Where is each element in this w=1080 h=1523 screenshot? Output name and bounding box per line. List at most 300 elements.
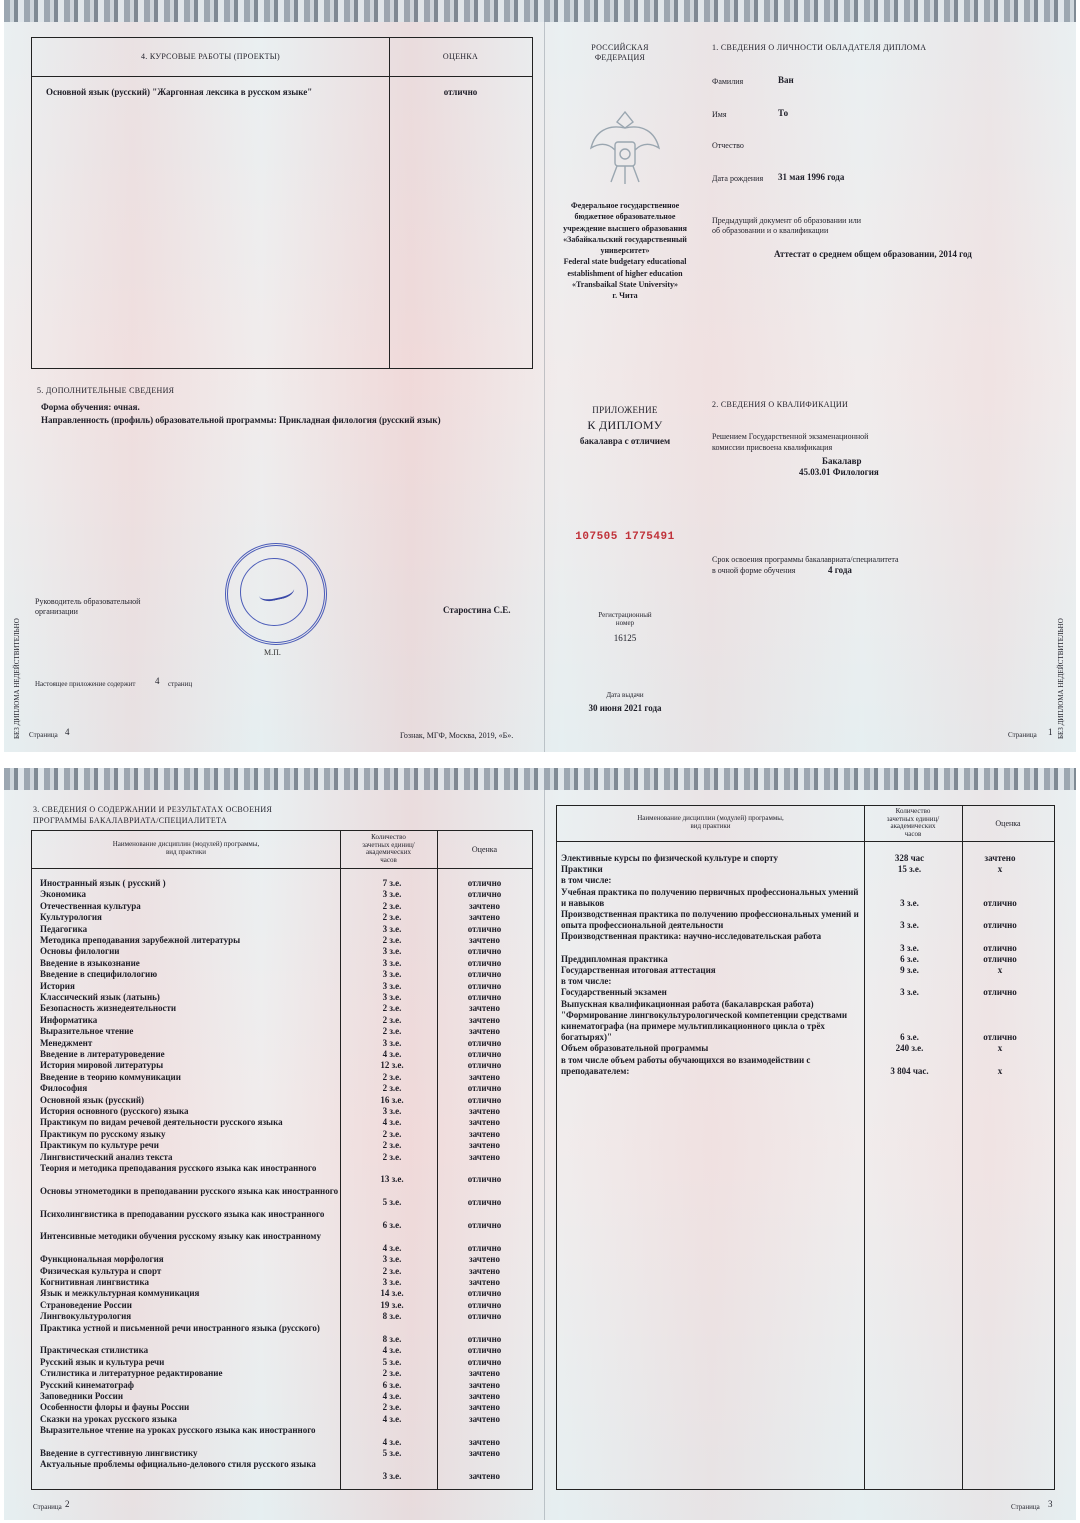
- discipline-name: Русский кинематограф: [40, 1379, 135, 1390]
- discipline-credits: 4 з.е.: [382, 1117, 402, 1128]
- table-row: [32, 1095, 532, 1106]
- discipline-credits: 2 з.е.: [382, 1265, 402, 1276]
- discipline-name: Теория и методика преподавания русского языка как иностранного: [40, 1163, 317, 1173]
- table-row: [32, 1323, 532, 1346]
- discipline-grade: отлично: [467, 1049, 502, 1059]
- discipline-grade: x: [997, 864, 1003, 875]
- table-row: [32, 1357, 532, 1368]
- discipline-grade: отлично: [467, 878, 502, 888]
- col-credits-header-line: академических: [890, 822, 936, 830]
- table-row: [32, 1380, 532, 1391]
- discipline-name: Когнитивная лингвистика: [40, 1277, 150, 1287]
- discipline-credits: 3 з.е.: [382, 889, 402, 900]
- discipline-name: Особенности флоры и фауны России: [40, 1402, 190, 1413]
- dob-label: Дата рождения: [712, 174, 764, 183]
- discipline-name: Выразительное чтение на уроках русского языка как иностранного: [40, 1425, 316, 1436]
- discipline-name: Основы этнометодики в преподавании русского языка как иностранного: [40, 1185, 339, 1196]
- discipline-credits: 4 з.е.: [382, 1413, 402, 1424]
- discipline-grade: зачтено: [469, 1003, 500, 1014]
- table-row: [32, 1425, 532, 1448]
- discipline-credits: 2 з.е.: [382, 935, 402, 945]
- discipline-credits: 6 з.е.: [900, 953, 919, 964]
- table-row: [557, 853, 1054, 864]
- page-1: [545, 0, 1076, 752]
- discipline-credits: 2 з.е.: [382, 1402, 402, 1413]
- table-row: [32, 1117, 532, 1128]
- discipline-name: Государственная итоговая аттестация: [561, 965, 716, 975]
- discipline-name: История мировой литературы: [40, 1060, 164, 1071]
- prev-doc-label-1: Предыдущий документ об образовании или: [712, 216, 862, 225]
- discipline-name: Практикум по русскому языку: [40, 1128, 166, 1139]
- discipline-name: Практики: [561, 864, 603, 875]
- discipline-name: Учебная практика по получению первичных профессиональных умений и навыков: [561, 886, 859, 908]
- discipline-credits: 2 з.е.: [382, 1083, 402, 1094]
- discipline-credits: 5 з.е.: [382, 1197, 402, 1208]
- discipline-name: Классический язык (латынь): [40, 992, 160, 1002]
- col-credits-header: [864, 808, 962, 838]
- discipline-name: Выпускная квалификационная работа (бакалаврская работа) "Формирование лингвокультурологической компетенции средствами кинематографа (на примере мультипликационного цикла о трёх богатырях)": [561, 998, 848, 1043]
- discipline-name: Объем образовательной программы: [561, 1043, 709, 1054]
- discipline-credits: 15 з.е.: [897, 864, 922, 875]
- discipline-name: Введение в суггестивную лингвистику: [40, 1448, 198, 1458]
- discipline-name: Основной язык (русский): [40, 1094, 145, 1105]
- table-row: [32, 1231, 532, 1254]
- disciplines-table: [31, 830, 533, 1490]
- surname: Ван: [778, 75, 794, 85]
- discipline-credits: 2 з.е.: [382, 1368, 402, 1379]
- table-row: [32, 1072, 532, 1083]
- surname-label: Фамилия: [712, 77, 744, 86]
- discipline-grade: отлично: [983, 897, 1017, 908]
- discipline-grade: зачтено: [469, 1391, 500, 1401]
- discipline-grade: отлично: [467, 980, 502, 991]
- table-row: [557, 864, 1054, 875]
- discipline-name: Преддипломная практика: [561, 953, 668, 964]
- discipline-credits: 4 з.е.: [382, 1345, 402, 1356]
- discipline-credits: 3 з.е.: [382, 1254, 402, 1265]
- discipline-grade: отлично: [467, 1345, 502, 1356]
- contains-label: Настоящее приложение содержит: [35, 680, 136, 688]
- col-credits-header: [340, 834, 437, 864]
- col-credits-header-line: Количество: [371, 833, 406, 841]
- patronymic-label: Отчество: [712, 141, 744, 150]
- table-row: [32, 1288, 532, 1299]
- table-row: [557, 965, 1054, 976]
- table-row: [557, 954, 1054, 965]
- page-label: Страница: [1008, 731, 1037, 739]
- discipline-grade: отлично: [983, 953, 1017, 964]
- page-number: 1: [1048, 727, 1053, 737]
- table-row: [557, 875, 1054, 886]
- col-name-header-line: вид практики: [690, 822, 731, 830]
- discipline-grade: зачтено: [469, 1014, 500, 1025]
- table-row: [32, 1026, 532, 1037]
- discipline-grade: зачтено: [469, 1368, 500, 1379]
- institution-line: Federal state budgetary educational: [563, 257, 687, 267]
- country-line-1: РОССИЙСКАЯ: [591, 43, 649, 52]
- program-direction: Направленность (профиль) образовательной программы: Прикладная филология (русский язык): [41, 415, 441, 425]
- discipline-grade: x: [997, 1065, 1003, 1076]
- table-row: [32, 1300, 532, 1311]
- discipline-credits: 3 з.е.: [900, 987, 919, 998]
- table-row: [32, 1083, 532, 1094]
- contains-count: 4: [155, 676, 160, 686]
- col-credits-header-line: Количество: [895, 807, 931, 815]
- term-label-2: в очной форме обучения: [712, 566, 796, 575]
- table-row: [32, 912, 532, 923]
- page-number: 4: [65, 727, 70, 737]
- grade-header: ОЦЕНКА: [442, 52, 479, 61]
- discipline-credits: 6 з.е.: [900, 1032, 919, 1043]
- col-name-header-line: Наименование дисциплин (модулей) программы,: [637, 814, 784, 822]
- page-label: Страница: [33, 1503, 62, 1511]
- discipline-credits: 2 з.е.: [382, 1071, 402, 1082]
- col-grade-header: Оценка: [471, 845, 498, 854]
- discipline-name: Философия: [40, 1083, 88, 1094]
- discipline-name: Введение в специфилологию: [40, 969, 158, 980]
- discipline-credits: 3 з.е.: [382, 1277, 402, 1287]
- discipline-grade: отлично: [467, 1242, 502, 1253]
- reg-label-2: номер: [615, 619, 635, 627]
- table-row: [32, 1345, 532, 1356]
- table-row: [32, 1003, 532, 1014]
- table-row: [32, 1459, 532, 1482]
- discipline-name: Менеджмент: [40, 1037, 93, 1048]
- discipline-name: Сказки на уроках русского языка: [40, 1413, 177, 1424]
- discipline-name: Элективные курсы по физической культуре и спорту: [561, 853, 778, 863]
- discipline-credits: 6 з.е.: [382, 1379, 402, 1390]
- discipline-grade: отлично: [983, 1032, 1017, 1043]
- discipline-grade: отлично: [467, 1311, 502, 1322]
- discipline-grade: отлично: [983, 987, 1017, 998]
- discipline-credits: 4 з.е.: [382, 1391, 402, 1401]
- discipline-credits: 7 з.е.: [382, 878, 402, 888]
- discipline-credits: 4 з.е.: [382, 1436, 402, 1447]
- discipline-name: Заповедники России: [40, 1391, 124, 1401]
- coat-of-arms-icon: [587, 102, 663, 188]
- side-note: БЕЗ ДИПЛОМА НЕДЕЙСТВИТЕЛЬНО: [1057, 618, 1065, 739]
- discipline-grade: зачтено: [469, 912, 500, 923]
- table-row: [557, 999, 1054, 1044]
- table-row: [32, 1129, 532, 1140]
- table-row: [32, 1391, 532, 1402]
- table-row: [32, 1266, 532, 1277]
- institution-line: бюджетное образовательное: [574, 212, 676, 222]
- issue-label: Дата выдачи: [606, 691, 644, 699]
- appendix-title-3: бакалавра с отличием: [579, 436, 671, 446]
- discipline-grade: отлично: [467, 946, 502, 957]
- discipline-credits: 2 з.е.: [382, 1003, 402, 1014]
- course-works-table: [31, 37, 533, 369]
- institution-line: «Забайкальский государственный: [563, 234, 687, 244]
- table-row: [32, 1186, 532, 1209]
- discipline-grade: x: [997, 1043, 1003, 1054]
- discipline-name: Физическая культура и спорт: [40, 1265, 162, 1276]
- table-row: [557, 1055, 1054, 1077]
- table-row: [557, 976, 1054, 987]
- discipline-name: Психолингвистика в преподавании русского языка как иностранного: [40, 1208, 325, 1219]
- discipline-name: Лингвокультурология: [40, 1311, 132, 1322]
- institution-line: Федеральное государственное: [570, 201, 680, 210]
- discipline-grade: отлично: [467, 969, 502, 980]
- discipline-name: Практикум по видам речевой деятельности русского языка: [40, 1117, 283, 1128]
- discipline-grade: отлично: [467, 957, 502, 968]
- col-credits-header-line: часов: [904, 829, 922, 838]
- discipline-grade: отлично: [467, 1356, 502, 1367]
- page-3: [545, 768, 1076, 1520]
- discipline-name: Государственный экзамен: [561, 987, 667, 998]
- table-row: [32, 935, 532, 946]
- discipline-credits: 14 з.е.: [380, 1288, 404, 1299]
- col-credits-header-line: зачетных единиц/: [886, 814, 940, 823]
- additional-info-title: 5. ДОПОЛНИТЕЛЬНЫЕ СВЕДЕНИЯ: [37, 386, 175, 395]
- table-row: [557, 987, 1054, 998]
- col-name-header: [32, 840, 340, 856]
- discipline-grade: зачтено: [469, 1379, 500, 1390]
- discipline-grade: отлично: [983, 942, 1017, 953]
- table-row: [32, 1277, 532, 1288]
- discipline-name: в том числе:: [561, 875, 612, 886]
- institution-line: университет»: [600, 246, 650, 256]
- discipline-credits: 3 з.е.: [900, 920, 919, 931]
- section3-title-1: 3. СВЕДЕНИЯ О СОДЕРЖАНИИ И РЕЗУЛЬТАТАХ ОСВОЕНИЯ: [33, 805, 273, 814]
- institution-line: учреждение высшего образования: [563, 223, 687, 233]
- table-row: [32, 1414, 532, 1425]
- table-row: [557, 887, 1054, 909]
- first-name: То: [778, 108, 789, 118]
- discipline-grade: отлично: [983, 920, 1017, 931]
- col-name-header-line: вид практики: [166, 848, 206, 856]
- institution: [545, 200, 705, 302]
- discipline-name: Производственная практика: научно-исследовательская работа: [561, 931, 822, 942]
- contains-unit: страниц: [168, 680, 193, 688]
- col-credits-header-line: академических: [366, 848, 411, 856]
- discipline-grade: отлично: [467, 1333, 502, 1344]
- table-row: [557, 909, 1054, 931]
- discipline-name: Иностранный язык ( русский ): [40, 878, 166, 888]
- page-number: 2: [65, 1499, 70, 1509]
- discipline-credits: 2 з.е.: [382, 1151, 402, 1162]
- discipline-grade: зачтено: [469, 1265, 500, 1276]
- discipline-grade: зачтено: [469, 1402, 500, 1413]
- course-work-name: Основной язык (русский) "Жаргонная лексика в русском языке": [46, 87, 313, 97]
- discipline-name: в том числе объем работы обучающихся во взаимодействии с преподавателем:: [561, 1054, 811, 1076]
- discipline-name: Введение в литературоведение: [40, 1049, 165, 1059]
- qualification: Бакалавр: [822, 456, 862, 466]
- table-row: [32, 889, 532, 900]
- discipline-credits: 3 з.е.: [382, 1470, 402, 1481]
- study-form: Форма обучения: очная.: [41, 402, 140, 412]
- practices-rows: [557, 853, 1054, 1473]
- discipline-credits: 3 з.е.: [382, 1037, 402, 1048]
- side-note: БЕЗ ДИПЛОМА НЕДЕЙСТВИТЕЛЬНО: [13, 618, 21, 739]
- table-row: [32, 1402, 532, 1413]
- discipline-name: Производственная практика по получению профессиональных умений и опыта профессиональной деятельности: [561, 909, 859, 931]
- discipline-credits: 5 з.е.: [382, 1448, 402, 1458]
- discipline-credits: 4 з.е.: [382, 1049, 402, 1059]
- discipline-grade: зачтено: [469, 1277, 500, 1287]
- course-works-header: 4. КУРСОВЫЕ РАБОТЫ (ПРОЕКТЫ): [141, 52, 280, 61]
- discipline-credits: 16 з.е.: [380, 1094, 404, 1105]
- name-label: Имя: [712, 110, 727, 119]
- discipline-credits: 19 з.е.: [380, 1299, 404, 1310]
- discipline-name: Педагогика: [40, 923, 88, 934]
- discipline-name: Отечественная культура: [40, 900, 141, 911]
- term-value: 4 года: [828, 565, 852, 575]
- decision-label-1: Решением Государственной экзаменационной: [712, 432, 869, 441]
- discipline-grade: отлично: [467, 1299, 502, 1310]
- table-row: [32, 1209, 532, 1232]
- discipline-grade: отлично: [467, 923, 502, 934]
- section1-title: 1. СВЕДЕНИЯ О ЛИЧНОСТИ ОБЛАДАТЕЛЯ ДИПЛОМА: [712, 43, 927, 52]
- discipline-credits: 2 з.е.: [382, 1128, 402, 1139]
- discipline-name: Практическая стилистика: [40, 1345, 149, 1356]
- table-row: [32, 1448, 532, 1459]
- section3-title-2: ПРОГРАММЫ БАКАЛАВРИАТА/СПЕЦИАЛИТЕТА: [33, 816, 227, 825]
- discipline-name: История: [40, 980, 75, 991]
- discipline-credits: 3 з.е.: [382, 923, 402, 934]
- discipline-grade: зачтено: [469, 1106, 500, 1116]
- table-row: [32, 1163, 532, 1186]
- institution-line: establishment of higher education: [567, 268, 683, 278]
- discipline-grade: отлично: [467, 1060, 502, 1071]
- discipline-credits: 2 з.е.: [382, 1140, 402, 1151]
- head-label-2: организации: [35, 607, 78, 616]
- table-row: [32, 981, 532, 992]
- discipline-credits: 8 з.е.: [382, 1311, 402, 1322]
- discipline-name: Практика устной и письменной речи иностранного языка (русского): [40, 1322, 320, 1333]
- table-row: [32, 1106, 532, 1117]
- discipline-grade: зачтено: [469, 1140, 500, 1151]
- discipline-grade: отлично: [467, 992, 502, 1002]
- discipline-grade: отлично: [467, 1037, 502, 1048]
- page-2: [4, 768, 544, 1520]
- discipline-grade: отлично: [467, 889, 502, 900]
- discipline-name: Язык и межкультурная коммуникация: [40, 1288, 200, 1299]
- discipline-name: Информатика: [40, 1014, 98, 1025]
- discipline-grade: зачтено: [469, 1151, 500, 1162]
- prev-doc-label-2: об образовании и о квалификации: [712, 226, 829, 235]
- table-row: [32, 1015, 532, 1026]
- col-name-header-line: Наименование дисциплин (модулей) программы,: [112, 840, 260, 848]
- discipline-grade: отлично: [467, 1219, 502, 1230]
- term-label-1: Срок освоения программы бакалавриата/специалитета: [712, 555, 899, 564]
- discipline-grade: зачтено: [469, 1026, 500, 1037]
- top-spread: [4, 0, 1076, 752]
- discipline-name: Функциональная морфология: [40, 1254, 164, 1265]
- discipline-name: Культурология: [40, 912, 102, 923]
- col-credits-header-line: зачетных единиц/: [362, 840, 415, 849]
- appendix-title-2: К ДИПЛОМУ: [587, 418, 663, 432]
- table-row: [32, 924, 532, 935]
- table-row: [32, 1368, 532, 1379]
- table-row: [557, 1043, 1054, 1054]
- seal-label: М.П.: [264, 648, 281, 657]
- table-row: [32, 958, 532, 969]
- discipline-name: Актуальные проблемы официально-делового стиля русского языка: [40, 1459, 316, 1470]
- discipline-credits: 3 з.е.: [900, 942, 919, 953]
- discipline-grade: отлично: [467, 1094, 502, 1105]
- table-row: [32, 1152, 532, 1163]
- bottom-spread: [4, 768, 1076, 1520]
- table-row: [32, 901, 532, 912]
- discipline-credits: 2 з.е.: [382, 912, 402, 923]
- official-seal: [225, 543, 327, 645]
- section2-title: 2. СВЕДЕНИЯ О КВАЛИФИКАЦИИ: [712, 400, 849, 409]
- discipline-grade: зачтено: [469, 1071, 500, 1082]
- discipline-grade: зачтено: [469, 1117, 500, 1128]
- discipline-credits: 3 з.е.: [382, 980, 402, 991]
- country-line-2: ФЕДЕРАЦИЯ: [594, 53, 646, 62]
- institution-line: г. Чита: [612, 291, 638, 301]
- table-row: [32, 1254, 532, 1265]
- table-row: [32, 1060, 532, 1071]
- head-label-1: Руководитель образовательной: [35, 597, 141, 606]
- reg-label-1: Регистрационный: [598, 611, 652, 619]
- table-row: [32, 878, 532, 889]
- discipline-credits: 3 з.е.: [382, 1106, 402, 1116]
- table-row: [32, 992, 532, 1003]
- discipline-name: Методика преподавания зарубежной литературы: [40, 935, 241, 945]
- serial-number: 107505 1775491: [575, 531, 675, 543]
- discipline-credits: 3 з.е.: [382, 992, 402, 1002]
- discipline-name: Интенсивные методики обучения русскому языку как иностранному: [40, 1231, 321, 1242]
- table-row: [32, 946, 532, 957]
- head-name: Старостина С.Е.: [443, 605, 511, 615]
- table-row: [32, 1140, 532, 1151]
- discipline-credits: 328 час: [894, 853, 925, 863]
- discipline-credits: 4 з.е.: [382, 1242, 402, 1253]
- discipline-grade: отлично: [467, 1083, 502, 1094]
- discipline-credits: 3 з.е.: [900, 897, 919, 908]
- discipline-name: Выразительное чтение: [40, 1026, 134, 1037]
- table-row: [32, 1049, 532, 1060]
- discipline-credits: 3 з.е.: [382, 969, 402, 980]
- discipline-credits: 8 з.е.: [382, 1333, 402, 1344]
- issue-date: 30 июня 2021 года: [588, 703, 662, 713]
- page-4: [4, 0, 544, 752]
- page-number: 3: [1048, 1499, 1053, 1509]
- discipline-credits: 2 з.е.: [382, 1026, 402, 1037]
- discipline-credits: 3 804 час.: [890, 1065, 929, 1076]
- discipline-name: Стилистика и литературное редактирование: [40, 1368, 223, 1379]
- discipline-name: Безопасность жизнедеятельности: [40, 1003, 177, 1014]
- discipline-credits: 3 з.е.: [382, 946, 402, 957]
- discipline-name: История основного (русского) языка: [40, 1106, 189, 1116]
- dob: 31 мая 1996 года: [778, 172, 845, 182]
- discipline-grade: зачтено: [469, 1254, 500, 1265]
- discipline-credits: 13 з.е.: [380, 1174, 404, 1185]
- discipline-credits: 6 з.е.: [382, 1219, 402, 1230]
- col-grade-header: Оценка: [995, 819, 1021, 828]
- discipline-credits: 2 з.е.: [382, 1014, 402, 1025]
- discipline-grade: отлично: [467, 1197, 502, 1208]
- discipline-name: Введение в языкознание: [40, 957, 140, 968]
- col-name-header: [557, 814, 864, 830]
- discipline-name: Страноведение России: [40, 1299, 132, 1310]
- discipline-grade: x: [997, 965, 1003, 975]
- discipline-grade: зачтено: [469, 935, 500, 945]
- discipline-name: Введение в теорию коммуникации: [40, 1071, 181, 1082]
- discipline-grade: зачтено: [469, 1470, 500, 1481]
- discipline-name: Лингвистический анализ текста: [40, 1151, 173, 1162]
- discipline-name: Основы филологии: [40, 946, 120, 957]
- discipline-grade: зачтено: [469, 1128, 500, 1139]
- course-work-grade: отлично: [443, 87, 478, 97]
- discipline-credits: 12 з.е.: [380, 1060, 404, 1071]
- decision-label-2: комиссии присвоена квалификация: [712, 443, 833, 452]
- discipline-grade: отлично: [467, 1174, 502, 1185]
